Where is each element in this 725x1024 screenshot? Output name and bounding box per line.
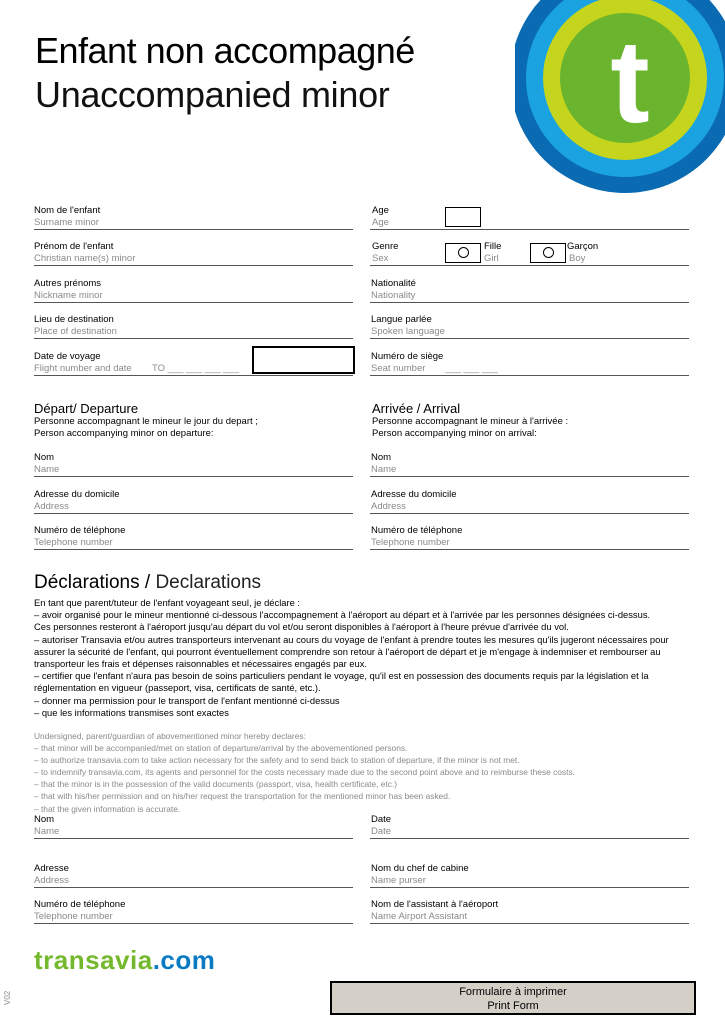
sex-label: Genre Sex xyxy=(372,241,399,264)
parent-address-field[interactable] xyxy=(34,887,353,888)
departure-heading: Départ/ Departure xyxy=(34,401,139,416)
arrival-heading: Arrivée / Arrival xyxy=(372,401,461,416)
arrival-address-field[interactable] xyxy=(370,513,689,514)
age-label: Age Age xyxy=(372,205,389,228)
transavia-circle-logo xyxy=(515,0,725,195)
airport-assistant-label: Nom de l'assistant à l'aéroport Name Airport Assistant xyxy=(371,899,499,922)
christian-name-field[interactable] xyxy=(34,265,353,266)
seat-underline xyxy=(370,375,689,376)
date-field[interactable] xyxy=(370,838,689,839)
radio-circle-icon xyxy=(543,247,554,258)
logo-letter: t xyxy=(610,16,650,148)
declarations-french: En tant que parent/tuteur de l'enfant voyageant seul, je déclare : – avoir organisé pour le mineur mentionné ci-dessous l'accompagnement à l'aéroport au départ et à l'arrivée par les personnes désignées ci-dessus. Ces personnes resteront à l'aéroport jusqu'au départ du vol et/ou seront disponibles à l'aéroport à l'heure prévue d'arrivée du vol. – autoriser Transavia et/ou autres transporteurs intervenant au cours du voyage de l'enfant à prendre toutes les mesures qu'ils jugeront nécessaires pour assurer la sécurité de l'enfant, qui pourront éventuellement comprendre son retour à l'aéroport de départ et je m'engage à indemniser et rembourser au transporteur les frais et dépenses raisonnables et nécessaires engagés par eux. – certifier que l'enfant n'aura pas besoin de soins particuliers pendant le voyage, qu'il est en possession des documents requis par la législation et la réglementation en vigueur (passeport, visa, certificats de santé, etc.). – donner ma permission pour le transport de l'enfant mentionné ci-dessus – que les informations transmises sont exactes xyxy=(34,597,669,718)
title-french: Enfant non accompagné xyxy=(35,30,415,71)
flight-number-input[interactable] xyxy=(252,346,355,374)
travel-date-underline xyxy=(34,375,353,376)
surname-field[interactable] xyxy=(34,229,353,230)
girl-radio[interactable] xyxy=(445,243,481,263)
language-field[interactable] xyxy=(370,338,689,339)
date-label: Date Date xyxy=(371,814,392,837)
age-input[interactable] xyxy=(445,207,481,227)
flight-to-blanks[interactable]: TO ___ ___ ___ ___ xyxy=(152,363,239,374)
arrival-phone-label: Numéro de téléphone Telephone number xyxy=(371,525,463,548)
departure-address-label: Adresse du domicile Address xyxy=(34,489,120,512)
version-label: V02 xyxy=(3,990,12,1005)
other-names-field[interactable] xyxy=(34,302,353,303)
print-form-button[interactable]: Formulaire à imprimer Print Form xyxy=(330,981,696,1015)
transavia-wordmark-logo: transavia.com xyxy=(34,945,216,975)
declarations-heading: Déclarations / Declarations xyxy=(34,572,262,593)
radio-circle-icon xyxy=(458,247,469,258)
parent-phone-label: Numéro de téléphone Telephone number xyxy=(34,899,126,922)
parent-name-label: Nom Name xyxy=(34,814,60,837)
language-label: Langue parlée Spoken language xyxy=(371,314,445,337)
seat-blanks[interactable]: ___ ___ ___ xyxy=(445,363,498,374)
boy-label: Garçon Boy xyxy=(567,241,599,264)
departure-phone-field[interactable] xyxy=(34,549,353,550)
sex-underline xyxy=(370,265,689,266)
parent-phone-field[interactable] xyxy=(34,923,353,924)
departure-desc-en: Person accompanying minor on departure: xyxy=(34,428,214,439)
parent-address-label: Adresse Address xyxy=(34,863,69,886)
title-english: Unaccompanied minor xyxy=(35,74,390,115)
airport-assistant-field[interactable] xyxy=(370,923,689,924)
arrival-phone-field[interactable] xyxy=(370,549,689,550)
boy-radio[interactable] xyxy=(530,243,566,263)
arrival-name-field[interactable] xyxy=(370,476,689,477)
seat-label: Numéro de siège Seat number xyxy=(371,351,444,374)
surname-label: Nom de l'enfant Surname minor xyxy=(34,205,101,228)
christian-name-label: Prénom de l'enfant Christian name(s) minor xyxy=(34,241,136,264)
age-underline xyxy=(370,229,689,230)
departure-name-field[interactable] xyxy=(34,476,353,477)
nationality-field[interactable] xyxy=(370,302,689,303)
destination-field[interactable] xyxy=(34,338,353,339)
departure-desc-fr: Personne accompagnant le mineur le jour du depart ; xyxy=(34,416,258,427)
arrival-desc-fr: Personne accompagnant le mineur à l'arrivée : xyxy=(372,416,569,427)
purser-label: Nom du chef de cabine Name purser xyxy=(371,863,469,886)
declarations-english: Undersigned, parent/guardian of abovementioned minor hereby declares: – that minor will be accompanied/met on station of departure/arrival by the abovementioned persons. – to authorize transavia.com to take action necessary for the safety and to send back to station of departure, if the minor is not met. – to indemnify transavia.com, its agents and personnel for the costs necessary made due to the second point above and to reimburse these costs. – that the minor is in the possession of the valid documents (passport, visa, health certificate, etc.) – that with his/her permission and on his/her request the transportation for the mentioned minor has been asked. – that the given information is accurate. xyxy=(34,731,575,814)
arrival-address-label: Adresse du domicile Address xyxy=(371,489,457,512)
departure-phone-label: Numéro de téléphone Telephone number xyxy=(34,525,126,548)
parent-name-field[interactable] xyxy=(34,838,353,839)
other-names-label: Autres prénoms Nickname minor xyxy=(34,278,103,301)
girl-label: Fille Girl xyxy=(484,241,502,264)
departure-name-label: Nom Name xyxy=(34,452,60,475)
nationality-label: Nationalité Nationality xyxy=(371,278,416,301)
purser-field[interactable] xyxy=(370,887,689,888)
arrival-desc-en: Person accompanying minor on arrival: xyxy=(372,428,537,439)
arrival-name-label: Nom Name xyxy=(371,452,397,475)
departure-address-field[interactable] xyxy=(34,513,353,514)
destination-label: Lieu de destination Place of destination xyxy=(34,314,117,337)
travel-date-label: Date de voyage Flight number and date xyxy=(34,351,132,374)
